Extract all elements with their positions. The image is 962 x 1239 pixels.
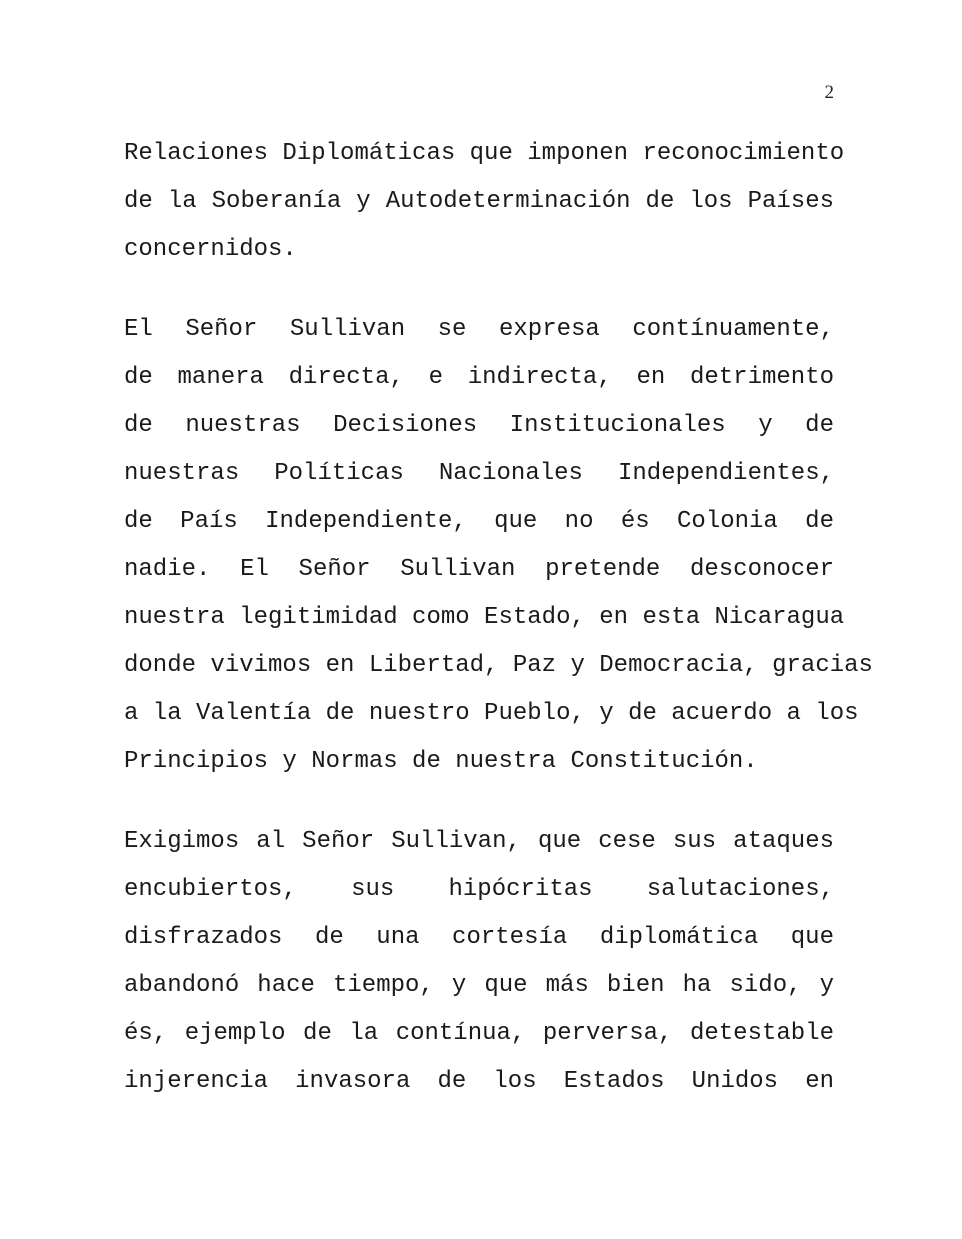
text-line: nadie. El Señor Sullivan pretende desconocer xyxy=(124,556,834,583)
text-line: Principios y Normas de nuestra Constitución. xyxy=(124,748,758,775)
text-line: donde vivimos en Libertad, Paz y Democracia, gracias xyxy=(124,652,873,679)
text-line: encubiertos, sus hipócritas salutaciones, xyxy=(124,876,834,903)
paragraph-3 xyxy=(124,818,834,1106)
text-line: de manera directa, e indirecta, en detrimento xyxy=(124,364,834,391)
text-line: concernidos. xyxy=(124,236,297,263)
text-line: Exigimos al Señor Sullivan, que cese sus ataques xyxy=(124,828,834,855)
text-line: a la Valentía de nuestro Pueblo, y de acuerdo a los xyxy=(124,700,859,727)
text-line: de País Independiente, que no és Colonia de xyxy=(124,508,834,535)
paragraph-1 xyxy=(124,130,845,274)
text-line: Relaciones Diplomáticas que imponen reconocimiento xyxy=(124,140,845,167)
text-line: injerencia invasora de los Estados Unidos en xyxy=(124,1068,834,1095)
page-number: 2 xyxy=(824,82,834,103)
text-line: abandonó hace tiempo, y que más bien ha sido, y xyxy=(124,972,834,999)
text-line: disfrazados de una cortesía diplomática que xyxy=(124,924,834,951)
text-line: de la Soberanía y Autodeterminación de los Países xyxy=(124,188,834,215)
text-line: de nuestras Decisiones Institucionales y de xyxy=(124,412,834,439)
text-line: nuestra legitimidad como Estado, en esta Nicaragua xyxy=(124,604,845,631)
text-line: El Señor Sullivan se expresa contínuamente, xyxy=(124,316,834,343)
document-body xyxy=(124,130,873,1106)
text-line: és, ejemplo de la contínua, perversa, detestable xyxy=(124,1020,834,1047)
paragraph-2 xyxy=(124,306,873,786)
text-line: nuestras Políticas Nacionales Independientes, xyxy=(124,460,834,487)
